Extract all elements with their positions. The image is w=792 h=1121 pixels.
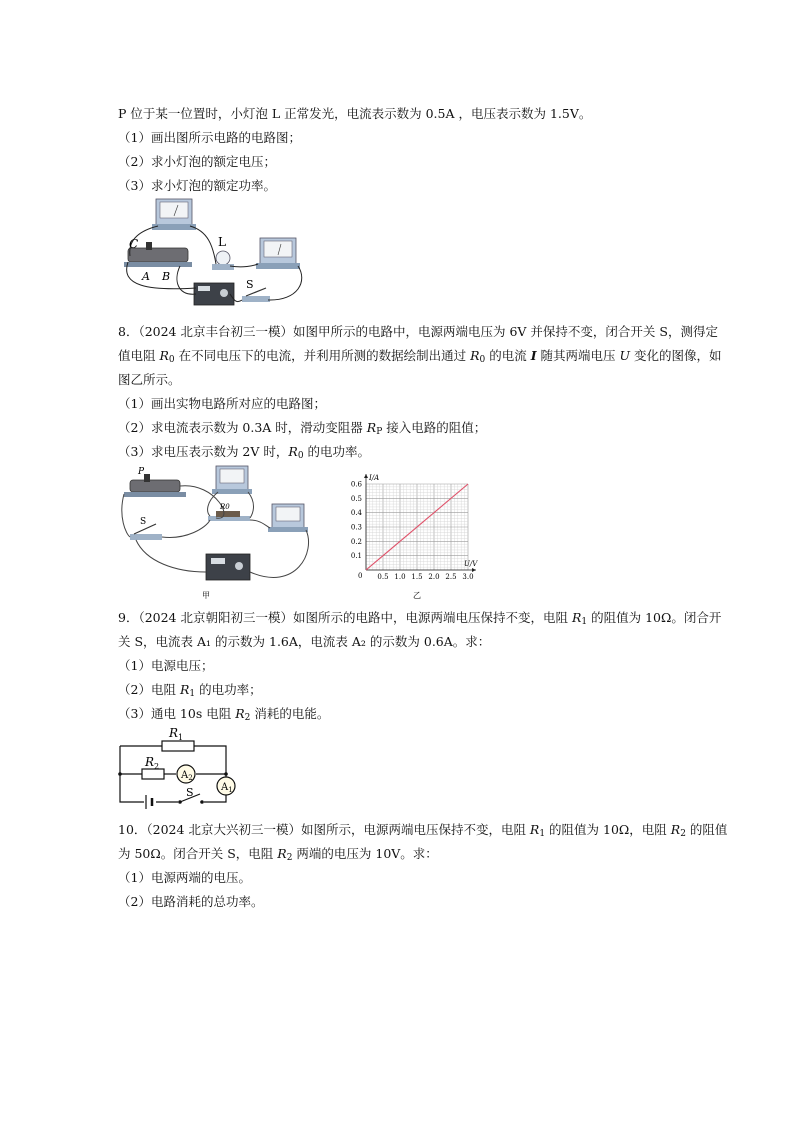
chart-y-arrow — [364, 474, 368, 478]
q8-label-s: S — [140, 517, 147, 527]
q8-sub3: （3）求电压表示数为 2V 时，$R_0$ 的电功率。 — [118, 444, 371, 461]
chart-caption-yi: 乙 — [413, 591, 421, 600]
q9-sub1: （1）电源电压； — [118, 658, 214, 673]
q8-power-supply — [206, 554, 250, 580]
q9-circuit-diagram — [114, 724, 244, 810]
q7-label-b: B — [162, 270, 171, 283]
chart-x-tick-label: 2.5 — [445, 573, 457, 581]
chart-x-tick-label: 3.0 — [462, 573, 474, 581]
q7-sub1: （1）画出图所示电路的电路图； — [118, 130, 301, 145]
q9-heading: 9．（2024 北京朝阳初三一模）如图所示的电路中，电源两端电压保持不变，电阻 $R_1$ 的阻值为 10Ω。闭合开 — [118, 610, 722, 627]
chart-y-tick-label: 0.3 — [350, 523, 362, 532]
q9-text-line2: 关 S，电流表 A₁ 的示数为 1.6A，电流表 A₂ 的示数为 0.6A。求： — [118, 634, 491, 649]
q7-label-s: S — [246, 278, 254, 291]
chart-y-tick-label: 0.2 — [350, 537, 362, 546]
q8-caption-jia: 甲 — [202, 591, 210, 600]
q8-figure-jia — [116, 462, 326, 602]
chart-x-tick-label: 0.5 — [377, 573, 389, 581]
q9-sub2: （2）电阻 $R_1$ 的电功率； — [118, 682, 262, 699]
q7-bulb — [216, 251, 230, 265]
q7-switch — [242, 296, 270, 302]
q8-heading: 8．（2024 北京丰台初三一模）如图甲所示的电路中，电源两端电压为 6V 并保持不变，闭合开关 S，测得定 — [118, 324, 718, 339]
q8-text-line2: 值电阻 $R_0$ 在不同电压下的电流，并利用所测的数据绘制出通过 $R_0$ 的电流 I 随其两端电压 U 变化的图像，如 — [118, 348, 722, 365]
q8-label-r0: R0 — [220, 503, 230, 511]
chart-x-arrow — [472, 568, 476, 572]
q10-sub1: （1）电源两端的电压。 — [118, 870, 251, 885]
chart-xlabel: U/V — [464, 560, 478, 568]
q7-label-c: C — [129, 237, 139, 251]
q8-switch — [130, 534, 162, 540]
q9-label-a1: $A_1$ — [221, 782, 233, 794]
q9-label-r2: $R_2$ — [145, 755, 160, 771]
chart-y-tick-label: 0.6 — [350, 480, 362, 489]
q9-sub3: （3）通电 10s 电阻 $R_2$ 消耗的电能。 — [118, 706, 330, 723]
q7-sub2: （2）求小灯泡的额定电压； — [118, 154, 276, 169]
q9-label-a2: $A_2$ — [181, 770, 193, 782]
q8-rheostat — [130, 480, 180, 492]
q8-chart-yi — [336, 466, 486, 602]
q7-label-a: A — [142, 270, 150, 283]
q8-sub2: （2）求电流表示数为 0.3A 时，滑动变阻器 $R_P$ 接入电路的阻值； — [118, 420, 487, 437]
chart-x-tick-label: 1.0 — [394, 573, 406, 581]
q9-resistor-r1 — [162, 741, 194, 751]
q8-label-p: P — [138, 467, 145, 477]
chart-y-tick-label: 0.5 — [350, 494, 362, 503]
chart-origin-label: 0 — [358, 572, 363, 580]
chart-x-tick-label: 2.0 — [428, 573, 440, 581]
q7-physical-circuit-figure — [118, 196, 308, 316]
chart-ylabel: I/A — [369, 474, 380, 482]
q7-sub3: （3）求小灯泡的额定功率。 — [118, 178, 276, 193]
q8-sub1: （1）画出实物电路所对应的电路图； — [118, 396, 326, 411]
q10-text-line2: 为 50Ω。闭合开关 S，电阻 $R_2$ 两端的电压为 10V。求： — [118, 846, 438, 863]
chart-y-tick-label: 0.4 — [350, 509, 362, 518]
q7-label-l: L — [218, 235, 226, 249]
q9-label-r1: $R_1$ — [169, 726, 184, 742]
chart-y-tick-label: 0.1 — [350, 552, 362, 561]
chart-x-tick-label: 1.5 — [411, 573, 423, 581]
q10-sub2: （2）电路消耗的总功率。 — [118, 894, 264, 909]
q8-text-line3: 图乙所示。 — [118, 372, 181, 387]
q7-text-line1: P 位于某一位置时，小灯泡 L 正常发光，电流表示数为 0.5A ，电压表示数为 1.5V。 — [118, 106, 592, 121]
q9-resistor-r2 — [142, 769, 164, 779]
q9-label-s: S — [186, 786, 194, 799]
q10-heading: 10．（2024 北京大兴初三一模）如图所示，电源两端电压保持不变，电阻 $R_1$ 的阻值为 10Ω，电阻 $R_2$ 的阻值 — [118, 822, 728, 839]
